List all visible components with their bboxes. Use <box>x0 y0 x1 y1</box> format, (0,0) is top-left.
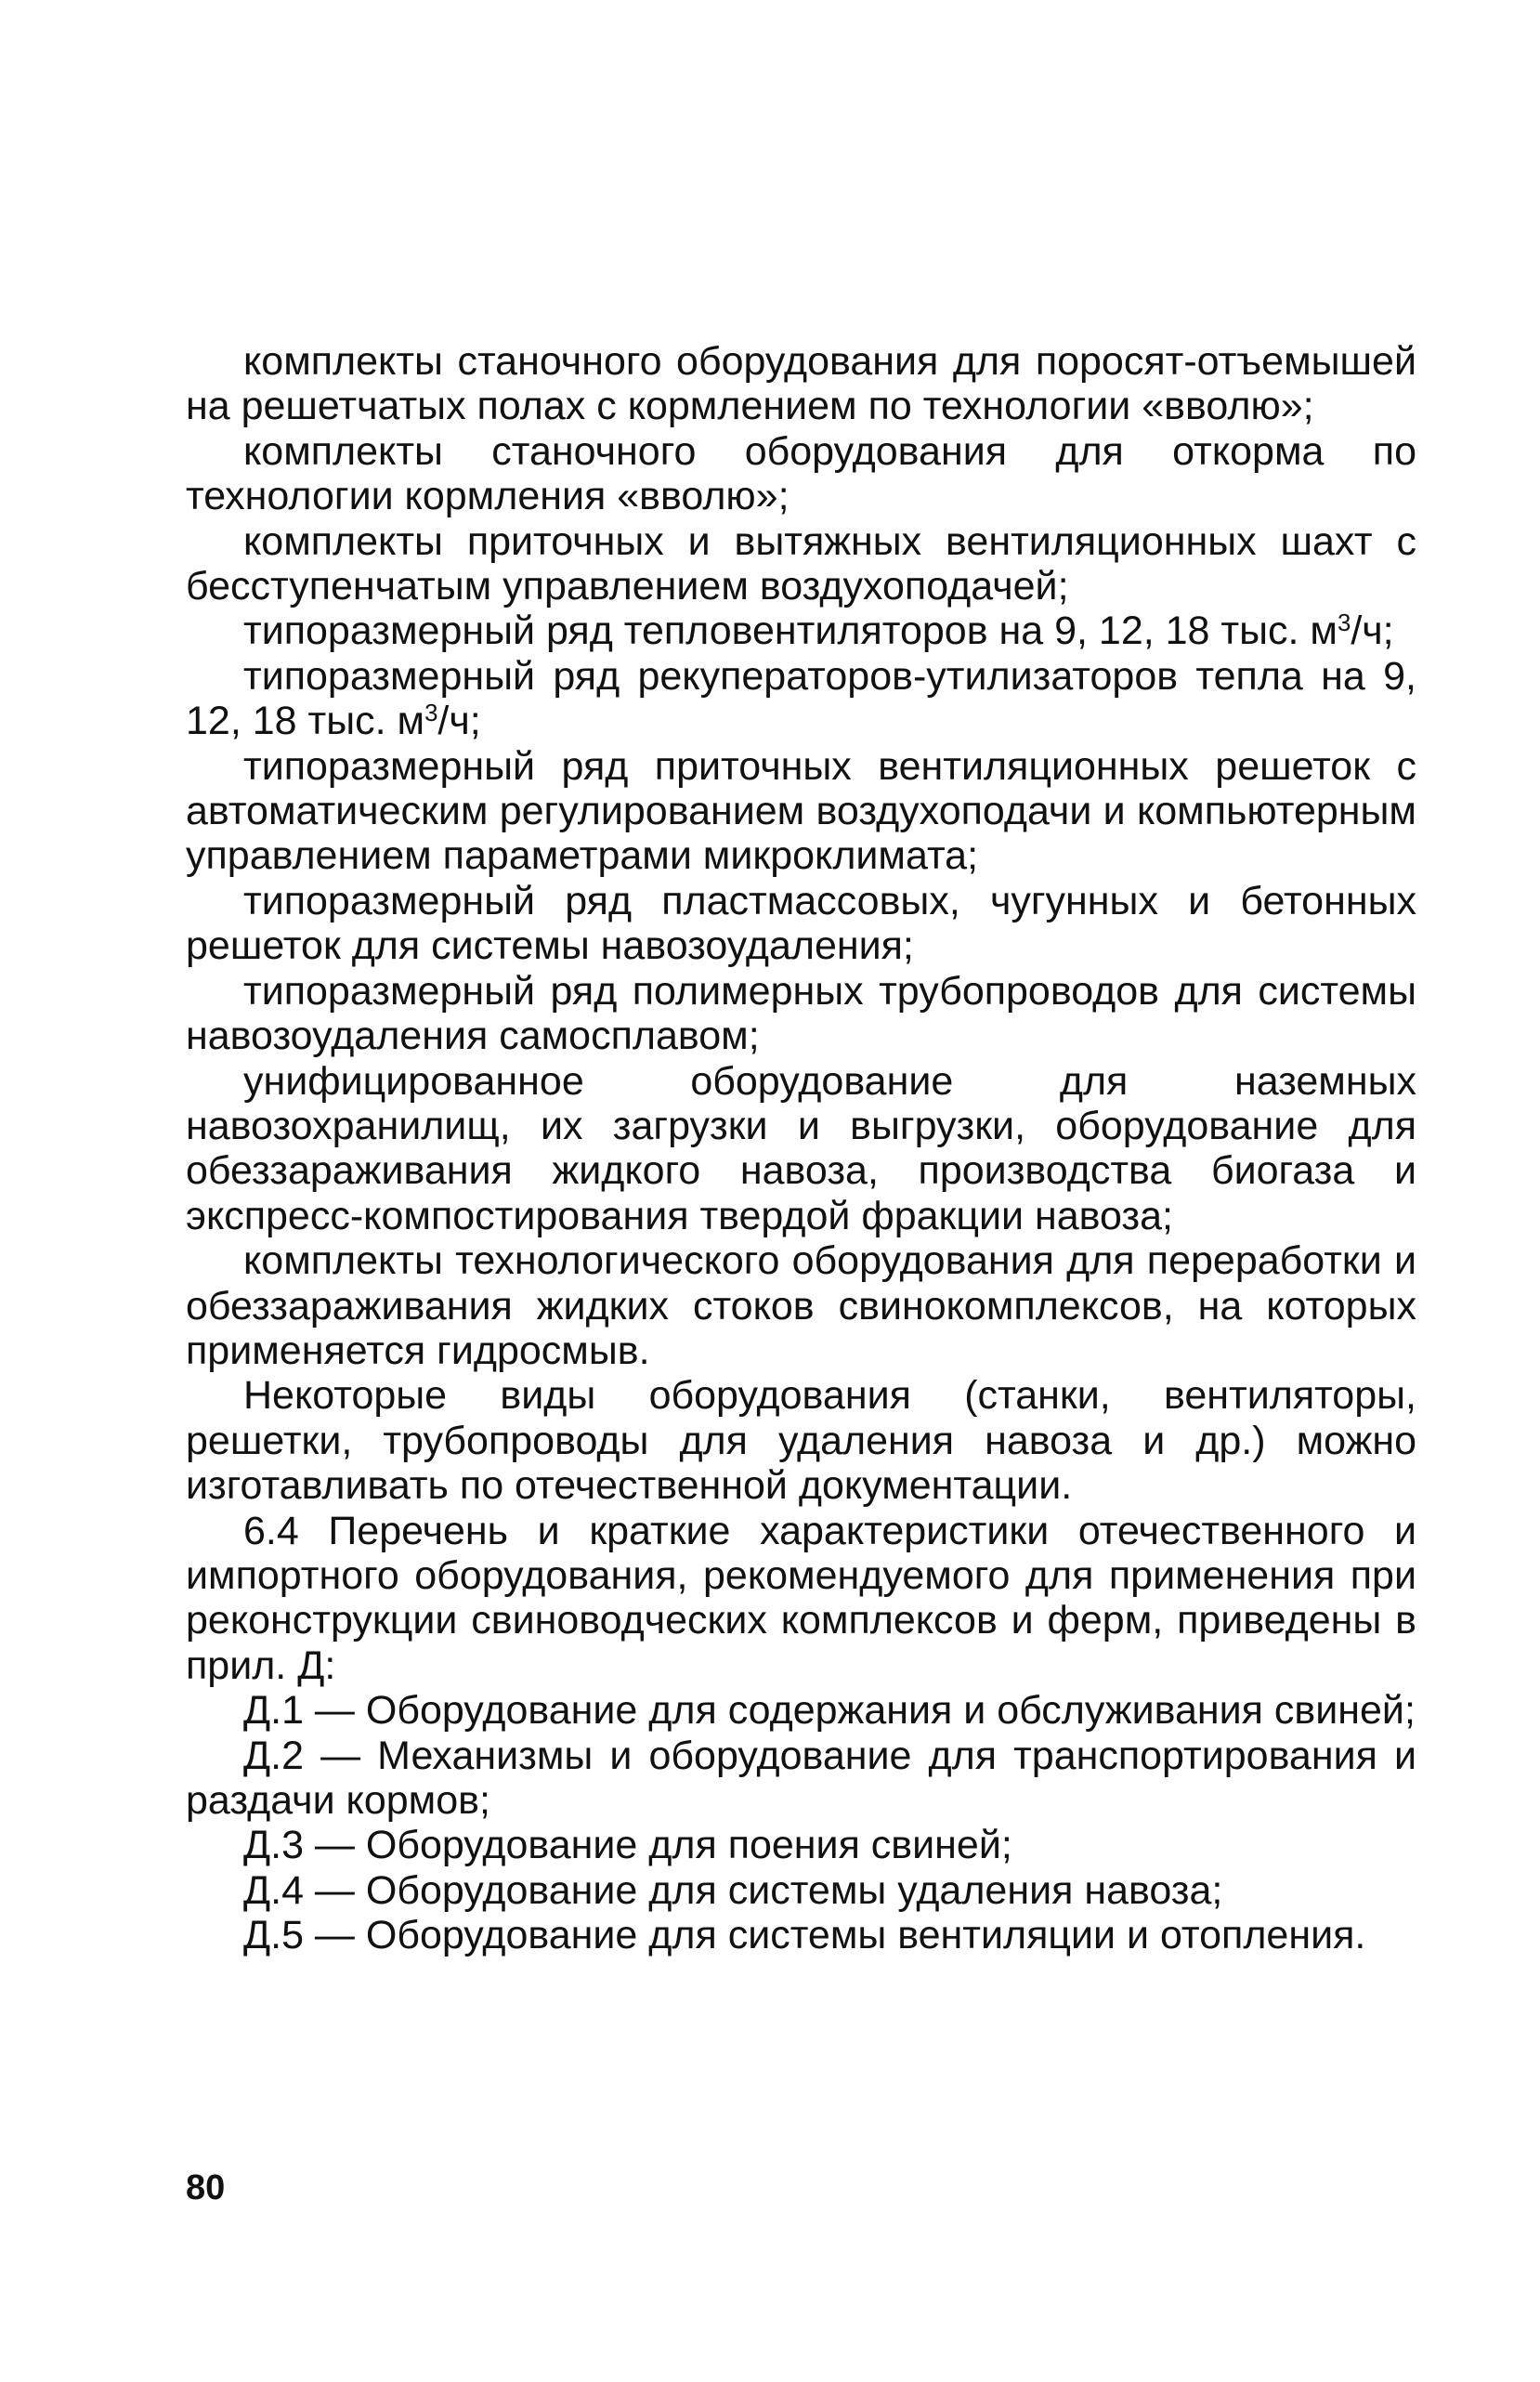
list-item-d5: Д.5 — Оборудование для системы вентиляции и отопления. <box>243 1913 1366 1958</box>
paragraph-domestic-docs: Некоторые виды оборудования (станки, вентиляторы, решетки, трубопроводы для удаления навоза и др.) можно изготавливать по отечественной документации. <box>186 1373 1416 1509</box>
paragraph-section-6-4: 6.4 Перечень и краткие характеристики отечественного и импортного оборудования, рекомендуемого для применения при реконструкции свиноводческих комплексов и ферм, приведены в прил. Д: <box>186 1508 1416 1688</box>
list-item-d4: Д.4 — Оборудование для системы удаления навоза; <box>243 1867 1223 1913</box>
superscript-3: 3 <box>424 700 438 727</box>
paragraph-manure-storage: унифицированное оборудование для наземных навозохранилищ, их загрузки и выгрузки, оборудование для обеззараживания жидкого навоза, производства биогаза и экспресс-компостирования твердой фракции навоза; <box>186 1058 1416 1238</box>
page-number: 80 <box>186 2168 226 2207</box>
paragraph-ventilation-shafts: комплекты приточных и вытяжных вентиляционных шахт с бесступенчатым управлением воздухоподачей; <box>186 518 1416 609</box>
body-text <box>186 339 1416 1958</box>
paragraph-heat-fans: типоразмерный ряд тепловентиляторов на 9, 12, 18 тыс. $м^3/ч$; <box>243 609 1394 654</box>
superscript-3: 3 <box>1337 610 1351 637</box>
list-item-d3: Д.3 — Оборудование для поения свиней; <box>243 1823 1012 1868</box>
paragraph-effluent-processing: комплекты технологического оборудования для переработки и обеззараживания жидких стоков свинокомплексов, на которых применяется гидросмыв. <box>186 1238 1416 1373</box>
list-item-d1: Д.1 — Оборудование для содержания и обслуживания свиней; <box>243 1688 1416 1734</box>
paragraph-supply-grilles: типоразмерный ряд приточных вентиляционных решеток с автоматическим регулированием воздухоподачи и компьютерным управлением параметрами микроклимата; <box>186 743 1416 879</box>
list-item-d2: Д.2 — Механизмы и оборудование для транспортирования и раздачи кормов; <box>186 1733 1416 1823</box>
paragraph-heat-recuperators: типоразмерный ряд рекуператоров-утилизаторов тепла на 9, 12, 18 тыс. $м^3/ч$; <box>186 653 1416 744</box>
paragraph-floor-grates: типоразмерный ряд пластмассовых, чугунных и бетонных решеток для системы навозоудаления; <box>186 878 1416 969</box>
paragraph-piglet-pens: комплекты станочного оборудования для поросят-отъемышей на решетчатых полах с кормлением по технологии «вволю»; <box>186 339 1416 429</box>
paragraph-polymer-pipelines: типоразмерный ряд полимерных трубопроводов для системы навозоудаления самосплавом; <box>186 968 1416 1059</box>
paragraph-fattening-pens: комплекты станочного оборудования для откорма по технологии кормления «вволю»; <box>186 428 1416 519</box>
